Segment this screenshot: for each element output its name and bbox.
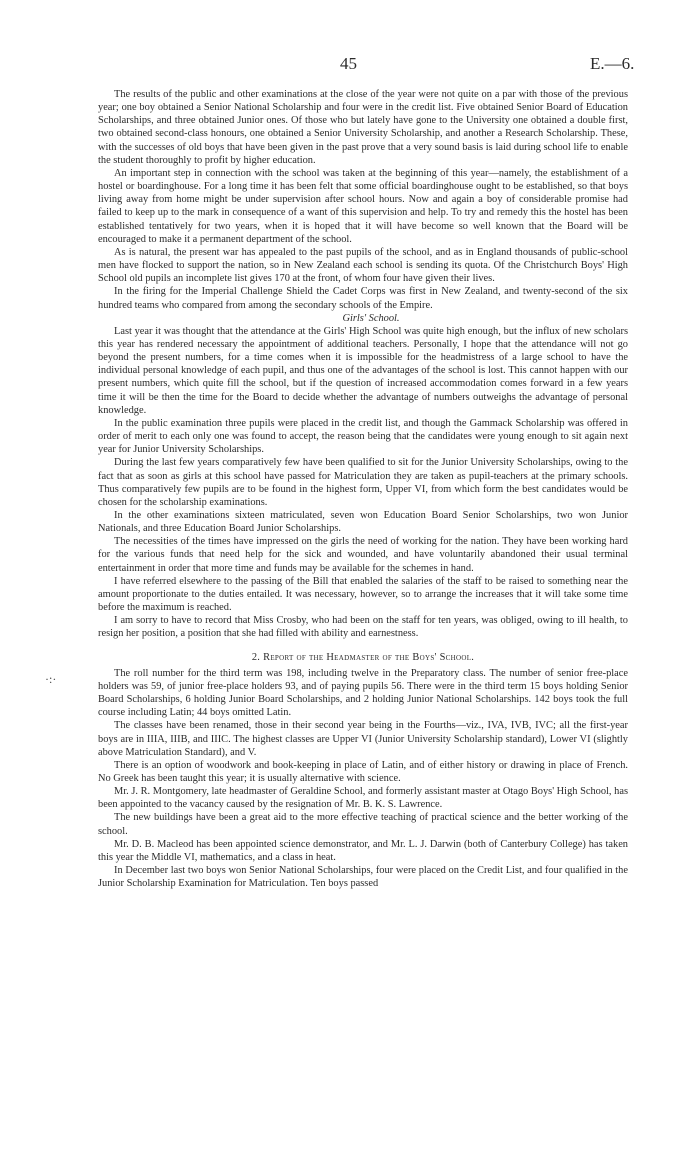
paragraph: During the last few years comparatively few have been qualified to sit for the Junior University Scholarships, owing to the fact that as soon as girls at this school have passed for Matriculation they are taken as pupil-teachers at the primary schools. Thus comparatively few pupils are to be found in the highest form, Upper VI, from which form the best candidates would be chosen for the scholarship examinations. bbox=[98, 457, 628, 508]
page-header bbox=[0, 54, 700, 76]
document-body bbox=[98, 88, 628, 890]
paragraph: An important step in connection with the school was taken at the beginning of this year—namely, the establishment of a hostel or boardinghouse. For a long time it has been felt that some official boardinghouse ought to be established, so that boys living away from home might be under supervision after school hours. Now and again a boy of considerable promise had failed to keep up to the mark in consequence of a want of this supervision and help. To try and remedy this the hostel has been established tentatively for two years, when it is hoped that it will have become so well known that the Board will be encouraged to make it a permanent department of the school. bbox=[98, 167, 628, 245]
paragraph: As is natural, the present war has appealed to the past pupils of the school, and as in England thousands of public-school men have flocked to support the nation, so in New Zealand each school is sending its quota. Of the Christchurch Boys' High School old pupils an incomplete list gives 170 at the front, of whom four have given their lives. bbox=[98, 246, 628, 285]
paragraph: I am sorry to have to record that Miss Crosby, who had been on the staff for ten years, was obliged, owing to ill health, to resign her position, a position that she had filled with ability and earnestness. bbox=[98, 615, 628, 640]
paragraph: In the public examination three pupils were placed in the credit list, and though the Gammack Scholarship was offered in order of merit to each only one was found to accept, the reason being that the candidates were young enough to sit again next year for Junior University Scholarships. bbox=[98, 417, 628, 456]
paragraph: There is an option of woodwork and book-keeping in place of Latin, and of either history or drawing in place of French. No Greek has been taught this year; it is usually alternative with science. bbox=[98, 759, 628, 784]
paragraph: In the other examinations sixteen matriculated, seven won Education Board Senior Scholarships, two won Junior Nationals, and three Education Board Junior Scholarships. bbox=[98, 510, 628, 535]
page-number: 45 bbox=[340, 54, 357, 73]
paragraph: In December last two boys won Senior National Scholarships, four were placed on the Credit List, and four qualified in the Junior Scholarship Examination for Matriculation. Ten boys passed bbox=[98, 865, 628, 890]
margin-mark: ·:· bbox=[45, 672, 57, 686]
paragraph: The new buildings have been a great aid to the more effective teaching of practical science and the better working of the school. bbox=[98, 812, 628, 837]
girls-school-heading: Girls' School. bbox=[342, 312, 400, 324]
paragraph: Mr. J. R. Montgomery, late headmaster of Geraldine School, and formerly assistant master at Otago Boys' High School, has been appointed to the vacancy caused by the resignation of Mr. B. K. S. Lawrence. bbox=[98, 786, 628, 811]
paragraph: I have referred elsewhere to the passing of the Bill that enabled the salaries of the staff to be raised to something near the amount proportionate to the duties entailed. It was necessary, however, so to arrange the increases that it will take some time before the maximum is reached. bbox=[98, 575, 628, 614]
section-title: Report of the Headmaster of the Boys' School. bbox=[263, 651, 475, 663]
paragraph: The results of the public and other examinations at the close of the year were not quite on a par with those of the previous year; one boy obtained a Senior National Scholarship and four were in the credit list. Five obtained Senior Board of Education Scholarships, and three obtained Junior ones. Of those who but lately have gone to the University one obtained a double first, two obtained second-class honours, one obtained a Senior University Scholarship, and another a Research Scholarship. These, with the successes of old boys that have been given in the past prove that a very sound basis is laid during school life to enable the student thoroughly to profit by higher education. bbox=[98, 89, 628, 166]
paragraph: The necessities of the times have impressed on the girls the need of working for the nation. They have been working hard for the various funds that need help for the sick and wounded, and have voluntarily abandoned their usual terminal entertainment in order that more time and funds may be available for the schemes in hand. bbox=[98, 536, 628, 574]
paragraph: The classes have been renamed, those in their second year being in the Fourths—viz., IVA, IVB, IVC; all the first-year boys are in IIIA, IIIB, and IIIC. The highest classes are Upper VI (Junior University Scholarship standard), Lower VI (slightly above Matriculation Standard), and V. bbox=[98, 720, 628, 758]
document-reference: E.—6. bbox=[590, 54, 635, 73]
section-number: 2. bbox=[251, 651, 261, 663]
paragraph: Mr. D. B. Macleod has been appointed science demonstrator, and Mr. L. J. Darwin (both of Canterbury College) has taken this year the Middle VI, mathematics, and a class in heat. bbox=[98, 838, 628, 863]
paragraph: In the firing for the Imperial Challenge Shield the Cadet Corps was first in New Zealand, and twenty-second of the six hundred teams who compared from among the secondary schools of the Empire. bbox=[98, 286, 628, 311]
section-heading bbox=[98, 651, 628, 664]
paragraph: Last year it was thought that the attendance at the Girls' High School was quite high enough, but the influx of new scholars this year has rendered necessary the appointment of additional teachers. Personally, I hope that the attendance will not go beyond the present numbers, for a time comes when it is impossible for the headmistress of a large school to have the individual personal knowledge of each pupil, and thus one of the advantages of the school is lost. This cannot happen with our present numbers, which quite fill the school, but if the question of increased accommodation comes forward in a few years time it will be then the time for the Board to decide whether the advantage of numbers outweighs the advantage of personal knowledge. bbox=[98, 325, 628, 416]
paragraph: The roll number for the third term was 198, including twelve in the Preparatory class. The number of senior free-place holders was 59, of junior free-place holders 93, and of paying pupils 56. There were in the third term 15 boys holding Senior Board Scholarships, 6 holding Junior Board Scholarships, and 2 holding Junior National Scholarships. 142 boys took the full course including Latin; 44 boys omitted Latin. bbox=[98, 667, 628, 719]
